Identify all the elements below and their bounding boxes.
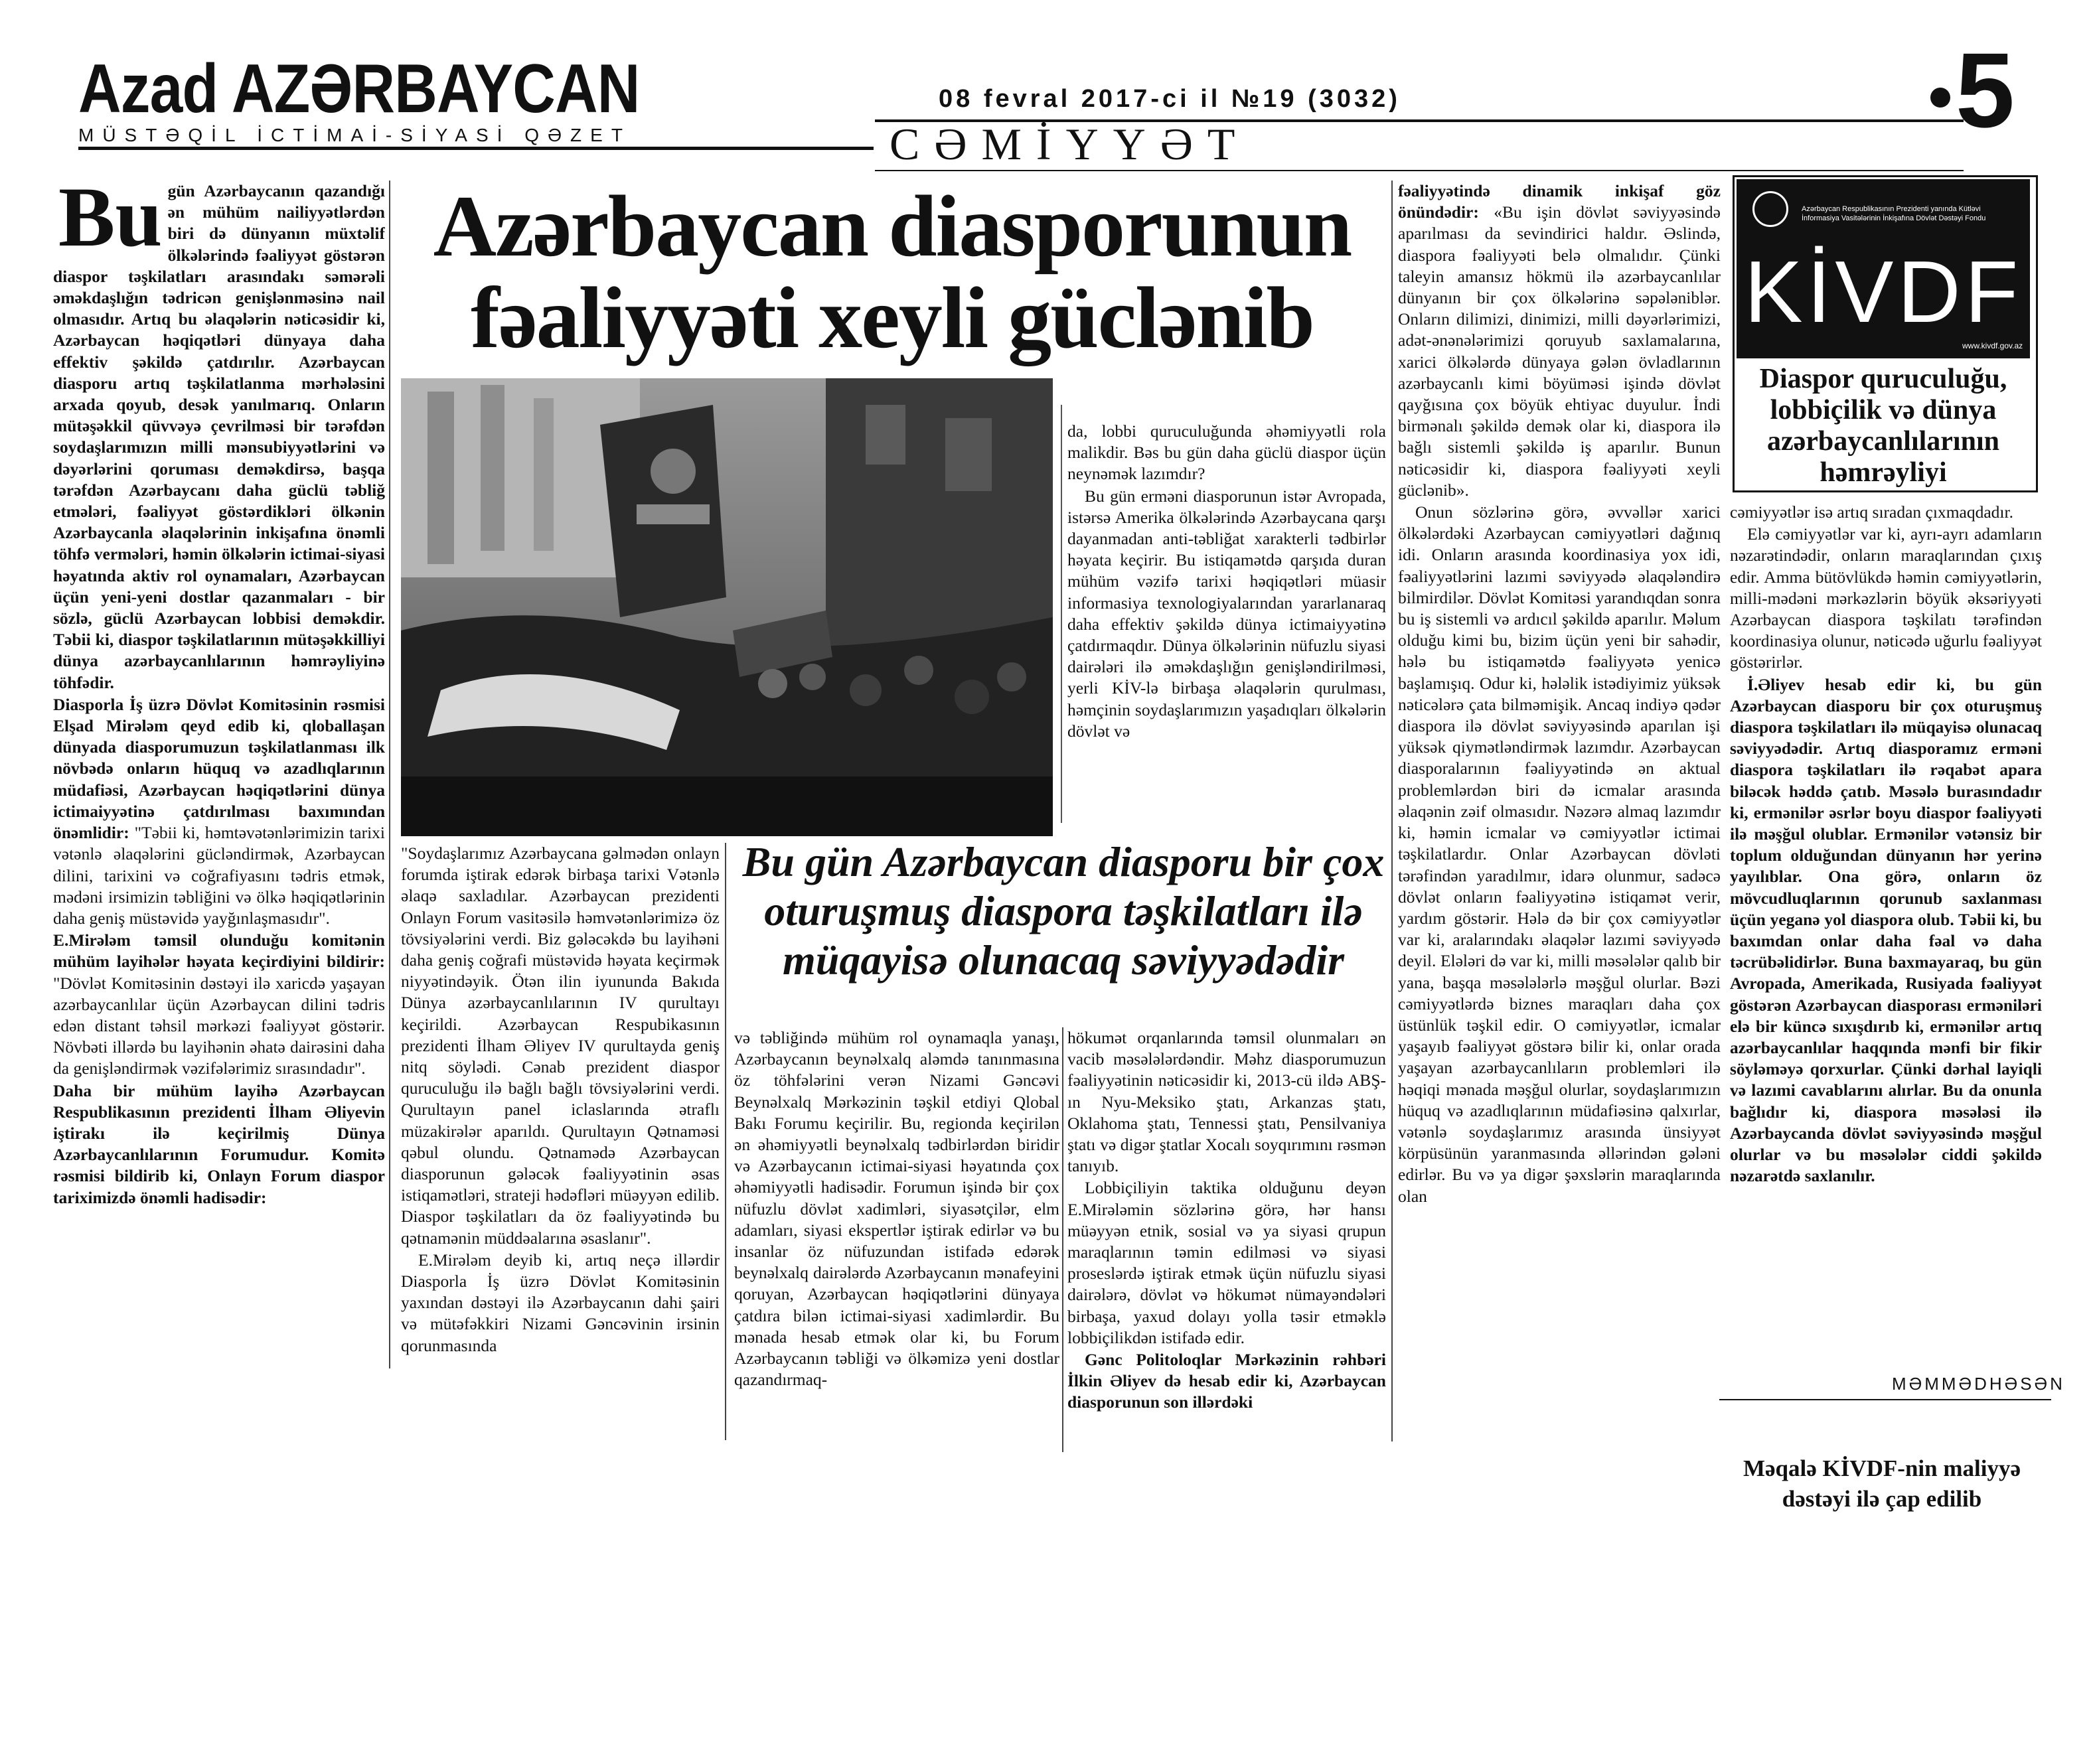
paragraph: Bu gün erməni diasporunun istər Avropada, istərsə Amerika ölkələrində Azərbaycana qarşı dayanmadan anti-təbliğat xarakterli tədbirlər həyata keçirir. Bu istiqamətdə qarşıda duran mühüm vəzifə tarixi həqiqətləri müasir informasiya texnologiyalarından yararlanaraq daha effektiv şəkildə dünya ictimaiyyətinə çatdırmaqdır. Dünya ölkələrinin nüfuzlu siyasi dairələri ilə əməkdaşlığın genişləndirilməsi, yerli KİV-lə birbaşa əlaqələrin qurulması, həmçinin soydaşlarımızın yaşadıqları ölkələrin dövlət və [1067,486,1386,741]
quote-intro: Diasporla İş üzrə Dövlət Komitəsinin rəsmisi Elşad Mirələm qeyd edib ki, qloballaşan dünyada diasporumuzun təşkilatlanması ilk növbədə onların hüquq və azadlıqlarının müdafiəsi, Azərbaycan həqiqətlərini dünya ictimaiyyətinə çatdırılması baxımından önəmlidir: [53,694,385,843]
paragraph: Lobbiçiliyin taktika olduğunu deyən E.Mirələmin sözlərinə görə, hər hansı müəyyən etnik, sosial və ya siyasi qrupun maraqlarının təmin edilməsi və siyasi proseslərdə iştirak etmək üçün nüfuzlu siyasi dairələrə, dövlət və hökumət nümayəndələri birbaşa, yaxud dolayı yolla təsir etməklə lobbiçilikdən istifadə edir. [1067,1178,1386,1347]
paragraph: Elə cəmiyyətlər var ki, ayrı-ayrı adamların nəzarətindədir, onların maraqlarından çıxış edir. Amma bütövlükdə həmin cəmiyyətlərin, milli-mədəni mərkəzlərin böyük əksəriyyəti Azərbaycan diaspora təşkilatı tərəfindən koordinasiya olunur, nəticədə uğurlu fəaliyyət göstərirlər. [1730,524,2042,672]
logo-url: www.kivdf.gov.az [1962,341,2023,350]
state-emblem-icon [1752,191,1788,227]
fund-name: Azərbaycan Respublikasının Prezidenti yanında Kütləvi İnformasiya Vasitələrinin İnkişafına Dövlət Dəstəyi Fondu [1802,205,1986,222]
headline: Azərbaycan diasporunun fəaliyyəti xeyli güclənib [433,177,1352,366]
footer-rule [1719,1399,2051,1400]
newspaper-name: Azad AZƏRBAYCAN [78,50,640,127]
logo-text: KİVDF [1744,243,2023,340]
page-bullet-icon [1930,88,1950,108]
funding-note: Məqalə KİVDF-nin maliyyə dəstəyi ilə çap edilib [1743,1455,2021,1512]
quote-text: "Dövlət Komitəsinin dəstəyi ilə xaricdə yaşayan azərbaycanlılar üçün Azərbaycan dilini tədris edən distant təhsil mərkəzi fəaliyyət göstərir. Növbəti illərdə bu layihənin əhatə dairəsini daha da genişləndirmək vəzifələrimiz sırasındadır". [53,973,385,1078]
pull-quote: Bu gün Azərbaycan diasporu bir çox oturuşmuş diaspora təşkilatları ilə müqayisə olunacaq səviyyədədir [742,838,1385,984]
photo-rule [1061,405,1062,823]
masthead-rule [78,147,874,150]
newspaper-tagline: MÜSTƏQİL İCTİMAİ-SİYASİ QƏZET [78,125,631,145]
paragraph: Gənc Politoloqlar Mərkəzinin rəhbəri İlkin Əliyev də hesab edir ki, Azərbaycan diasporunun son illərdəki [1067,1350,1386,1412]
article-column-1 [53,181,385,1368]
paragraph: hökumət orqanlarında təmsil olunmaları ən vacib məsələlərdəndir. Məhz diasporumuzun fəaliyyətinin nəticəsidir ki, 2013-cü ildə ABŞ-ın Nyu-Meksiko ştatı, Arkanzas ştatı, Oklahoma ştatı, Tennessi ştatı, Pensilvaniya ştatı və digər ştatlar Xocalı soyqırımını rəsmən tanıyıb. [1067,1028,1386,1176]
column-rule [1062,1027,1063,1452]
lead-paragraph: gün Azərbaycanın qazandığı ən mühüm nailiyyətlərdən biri də dünyanın müxtəlif ölkələrində fəaliyyət göstərən diaspor təşkilatları arasındakı səmərəli əməkdaşlığın tədricən genişlənməsinə nail olmasıdır. Artıq bu əlaqələrin nəticəsidir ki, Azərbaycan həqiqətləri dünyaya daha effektiv şəkildə çatdırılır. Azərbaycan diasporu artıq təşkilatlanma mərhələsini arxada qoyub, desək yanılmarıq. Onların mütəşəkkil qüvvəyə çevrilməsi bir tərəfdən soydaşlarımızın milli mənsubiyyətlərini və dəyərlərini qoruması deməkdirsə, başqa tərəfdən Azərbaycanı daha güclü təbliğ etmələri, fəaliyyət göstərdikləri ölkənin Azərbaycanla əlaqələrinin inkişafına önəmli töhfə vermələri, həmin ölkələrin ictimai-siyasi həyatında aktiv rol oynamaları, Azərbaycan üçün yeni-yeni dostlar qazanmaları - bir sözlə, güclü Azərbaycan lobbisi deməkdir. Təbii ki, diaspor təşkilatlarının mütəşəkkilliyi dünya azərbaycanlılarının həmrəyliyinə töhfədir. [53,181,385,692]
article-column-4b [1067,1027,1386,1452]
paragraph: Daha bir mühüm layihə Azərbaycan Respublikasının prezidenti İlham Əliyevin iştirakı ilə keçirilmiş Dünya Azərbaycanlılarının Forumudur. Komitə rəsmisi bildirib ki, Onlayn Forum diaspor tariximizdə önəmli hadisədir: [53,1080,385,1207]
article-column-6 [1730,502,2042,1364]
issue-date: 08 fevral 2017-ci il №19 (3032) [939,85,1401,113]
section-rule [875,170,1964,171]
article-column-5 [1398,181,1721,1441]
article-column-2 [401,843,720,1440]
paragraph: Onun sözlərinə görə, əvvəllər xarici ölkələrdəki Azərbaycan cəmiyyətləri dağınıq idi. Onların arasında koordinasiya yox idi, fəaliyyətlərini lazımi səviyyədə əlaqələndirə bilmirdilər. Dövlət Komitəsi yarandıqdan sonra bu iş sistemli və ardıcıl şəkildə aparılır. Məlum olduğu kimi bu, bizim üçün yeni bir sahədir, hələ bu istiqamətdə fəaliyyətə yenicə başlamışıq. Odur ki, hələlik istədiyimiz yüksək nəticələrə çata bilməmişik. Ancaq indiyə qədər diaspora ilə dövlət səviyyəsində aparılan işi yüksək qiymətləndirmək lazımdır. Azərbaycan diasporalarının fəaliyyətində ən aktual problemlərdən biri də icmalar arasında əlaqənin zəif olmasıdır. Nəzərə almaq lazımdır ki, həmin icmalar və cəmiyyətlər ictimai təşkilatlardır. Onlar Azərbaycan dövləti tərəfindən yaradılmır, idarə olunmur, sadəcə dövlət onların fəaliyyətinə istiqamət verir, yardım göstərir. Hələ də bir çox cəmiyyətlər var ki, aralarındakı əlaqələr lazımi səviyyədə deyil. Elələri də var ki, milli məsələlər qalıb bir yana, başqa məsələlərlə məşğul olurlar. Bəzi cəmiyyətlərdə biznes maraqları daha çox üstünlük təşkil edir. O cəmiyyətlər, icmalar yaşayıb fəaliyyət göstərə bilir ki, onlar orada yaşayan azərbaycanlıların problemləri ilə həqiqi mənada məşğul olurlar, soydaşlarımızın hüquq və azadlıqlarının müdafiəsinə qalxırlar, vətənlə soydaşlarımız arasında ünsiyyət körpüsünün yaranmasında əllərindən gələni edirlər. Bu və ya digər şəxslərin maraqlarında olan [1398,502,1721,1206]
section-title: CƏMİYYƏT [890,119,1250,169]
quote-intro: fəaliyyətində dinamik inkişaf göz önündədir: [1398,181,1721,222]
quote-intro: E.Mirələm təmsil olunduğu komitənin mühüm layihələr həyata keçirdiyini bildirir: [53,930,385,972]
page-number: 5 [1956,31,2015,149]
author-byline: MƏMMƏDHƏSƏN [1892,1374,2065,1394]
paragraph: cəmiyyətlər isə artıq sıradan çıxmaqdadır. [1730,502,2013,522]
article-column-4a [1067,421,1386,827]
column-rule [389,181,390,1368]
paragraph: E.Mirələm deyib ki, artıq neçə illərdir Diasporla İş üzrə Dövlət Komitəsinin yaxından dəstəyi ilə Azərbaycanın dahi şairi və mütəfəkkiri Nizami Gəncəvinin irsinin qorunmasında [401,1250,720,1355]
rally-photo [401,378,1053,836]
drop-cap: Bu [58,181,163,264]
paragraph: da, lobbi quruculuğunda əhəmiyyətli rola malikdir. Bəs bu gün daha güclü diaspor üçün neynəmək lazımdır? [1067,421,1386,484]
column-rule [1391,181,1393,1441]
paragraph: "Soydaşlarımız Azərbaycana gəlmədən onlayn forumda iştirak edərək birbaşa tarixi Vətənlə əlaqə saxladılar. Azərbaycan prezidenti Onlayn Forum vasitəsilə həmvətənlərimizə öz tövsiyələrini verdi. Biz gələcəkdə bu layihəni daha geniş coğrafi müstəvidə həyata keçirmək niyyətindəyik. Ötən ilin iyununda Bakıda Dünya azərbaycanlılarının IV qurultayı keçirildi. Azərbaycan Respubikasının prezidenti İlham Əliyev IV qurultayda geniş nitq söylədi. Cənab prezident diaspor quruculuğu ilə bağlı bağlı tövsiyələrini verdi. Qurultayın panel iclaslarında ətraflı müzakirələr aparıldı. Qurultayın Qətnaməsi qəbul olundu. Qətnamədə Azərbaycan diasporunun gələcək fəaliyyətinin əsas istiqamətləri, strateji hədəfləri müəyyən edilib. Diaspor təşkilatları da öz fəaliyyətində bu qətnamənin müddəalarına əsaslanır". [401,844,720,1248]
paragraph: və təbliğində mühüm rol oynamaqla yanaşı, Azərbaycanın beynəlxalq aləmdə tanınmasına öz töhfələrini verən Nizami Gəncəvi Beynəlxalq Mərkəzinin təşkil etdiyi Qlobal Bakı Forumu keçirilir. Bu, regionda keçirilən ən əhəmiyyətli beynəlxalq tədbirlərdən biridir və Azərbaycanın ictimai-siyasi həyatında çox əhəmiyyətli hadisədir. Forumun işində bir çox nüfuzlu dövlət xadimləri, siyasətçilər, elm adamları, siyasi ekspertlər iştirak edirlər və bu insanlar öz nüfuzundan istifadə edərək beynəlxalq dairələrdə Azərbaycanın mənafeyini qoruyan, Azərbaycan həqiqətlərini dünyaya çatdıra bilən ictimai-siyasi xadimlərdir. Bu mənada hesab etmək olar ki, bu Forum Azərbaycanın təbliği və ölkəmizə yeni dostlar qazandırmaq- [734,1028,1059,1390]
kivdf-logo [1737,179,2030,358]
quote-text: "Təbii ki, həmtəvətənlərimizin tarixi vətənlə əlaqələrini gücləndirmək, Azərbaycan dilini, tarixini və coğrafiyasını tədris etmək, mədəni irsimizin təbliğini və ölkə həqiqətlərinin daha geniş müstəvidə yayğınlaşmasıdır". [53,823,385,928]
article-column-3 [734,1027,1059,1764]
box-title: Diaspor quruculuğu, lobbiçilik və dünya azərbaycanlılarının həmrəyliyi [1759,364,2007,488]
paragraph: İ.Əliyev hesab edir ki, bu gün Azərbaycan diasporu bir çox oturuşmuş diaspora təşkilatları ilə müqayisə olunacaq səviyyədədir. Artıq diasporamız erməni diaspora təşkilatları ilə rəqabət apara biləcək həddə çatıb. Məsələ burasındadır ki, ermənilər əsrlər boyu diaspor fəaliyyəti ilə məşğul olublar. Ermənilər vətənsiz bir toplum olduğundan dünyanın hər yerinə yayılıblar. Ona görə, onların öz mövcudluqlarının qorunub saxlanması üçün yeganə yol diaspora olub. Təbii ki, bu baxımdan onlar daha fəal və daha təcrübəlidirlər. Buna baxmayaraq, bu gün Avropada, Amerikada, Rusiyada fəaliyyət göstərən Azərbaycan diasporası erməniləri elə bir küncə sıxışdırıb ki, ermənilər artıq azərbaycanlılar haqqında mənfi bir fikir söyləməyə qorxurlar. Çünki dərhal layiqli və lazımi cavablarını alırlar. Bu da onunla bağlıdır ki, diaspora məsələsi ilə Azərbaycanda dövlət səviyyəsində məşğul olurlar və bu məsələlər ciddi şəkildə nəzarətdə saxlanılır. [1730,674,2042,1186]
column-rule [725,843,726,1440]
quote-text: «Bu işin dövlət səviyyəsində aparılması da sevindirici haldır. Əslində, diaspora fəaliyyəti belə olmalıdır. Çünki taleyin amansız hökmü ilə azərbaycanlılar dünyanın bir çox ölkələrinə səpələniblər. Onların dilimizi, dinimizi, milli dəyərlərimizi, adət-ənənələrimizi qoruyub saxlamalarına, xarici ölkələrdə dünyaya gələn övladlarının azərbaycanlı kimi böyüməsi işində dövlət qayğısına çox böyük ehtiyac duyulur. İndi birmənalı şəkildə demək olar ki, diaspora ilə bağlı sistemli şəkildə iş aparılır. Bunun nəticəsidir ki, diaspora fəaliyyəti xeyli güclənib». [1398,202,1721,500]
